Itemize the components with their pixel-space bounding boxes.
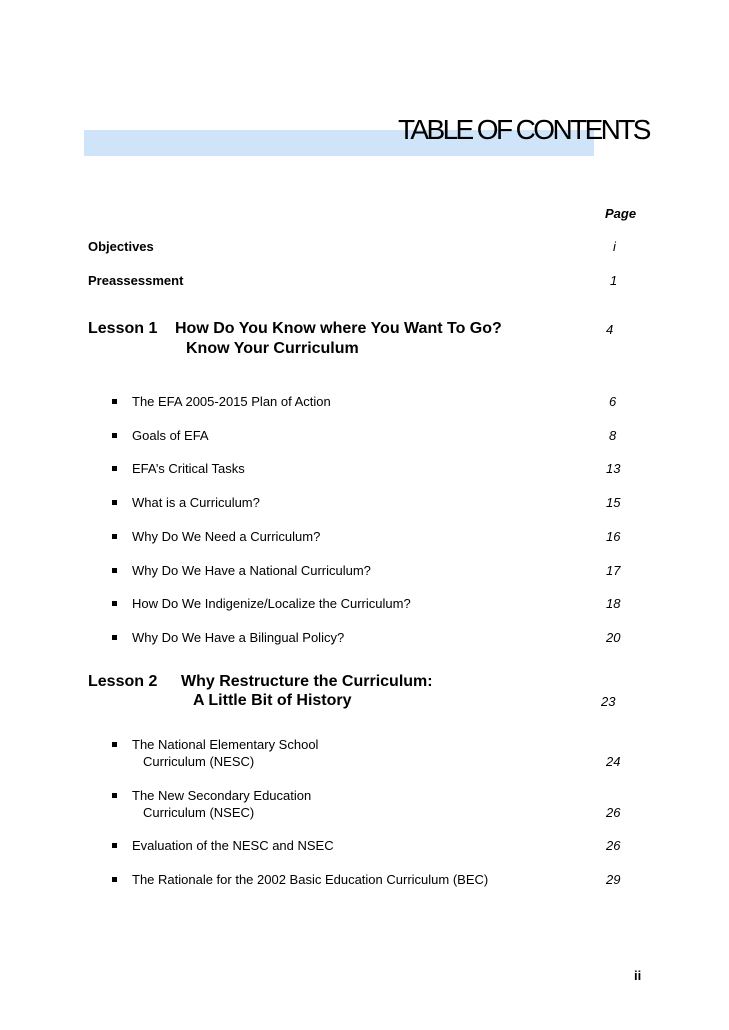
bullet-icon <box>112 433 117 438</box>
lesson2-item: The National Elementary School <box>132 737 319 752</box>
lesson1-item: How Do We Indigenize/Localize the Curriculum? <box>132 596 411 611</box>
lesson2-item-page: 26 <box>606 805 621 820</box>
lesson1-item-page: 17 <box>606 563 621 578</box>
bullet-icon <box>112 793 117 798</box>
lesson2-item: The New Secondary Education <box>132 788 312 803</box>
lesson2-item-continued: Curriculum (NSEC) <box>143 805 255 820</box>
lesson2-item-page: 29 <box>606 872 621 887</box>
bullet-icon <box>112 742 117 747</box>
lesson2-page: 23 <box>601 694 616 709</box>
lesson1-title-line1: How Do You Know where You Want To Go? <box>175 320 502 337</box>
lesson2-item-page: 24 <box>606 754 621 769</box>
lesson1-item-page: 20 <box>606 630 621 645</box>
bullet-icon <box>112 399 117 404</box>
bullet-icon <box>112 601 117 606</box>
lesson1-item-page: 18 <box>606 596 621 611</box>
lesson1-item-page: 16 <box>606 529 621 544</box>
lesson1-item: Why Do We Have a National Curriculum? <box>132 563 371 578</box>
bullet-icon <box>112 466 117 471</box>
lesson1-item: Goals of EFA <box>132 428 209 443</box>
lesson1-item-page: 8 <box>609 428 617 443</box>
bullet-icon <box>112 534 117 539</box>
lesson1-label: Lesson 1 <box>88 320 158 337</box>
lesson1-item: The EFA 2005-2015 Plan of Action <box>132 394 331 409</box>
lesson2-title-line2: A Little Bit of History <box>193 692 352 709</box>
toc-page-objectives: i <box>613 239 616 254</box>
lesson1-item: EFA’s Critical Tasks <box>132 461 245 476</box>
lesson1-item-page: 6 <box>609 394 617 409</box>
bullet-icon <box>112 635 117 640</box>
lesson1-item: Why Do We Need a Curriculum? <box>132 529 321 544</box>
lesson1-title-line2: Know Your Curriculum <box>186 340 359 357</box>
lesson1-item: Why Do We Have a Bilingual Policy? <box>132 630 345 645</box>
toc-entry-objectives: Objectives <box>88 239 154 254</box>
page-number: ii <box>634 968 642 983</box>
lesson2-title-line1: Why Restructure the Curriculum: <box>181 673 433 690</box>
bullet-icon <box>112 500 117 505</box>
toc-entry-preassessment: Preassessment <box>88 273 184 288</box>
lesson1-page: 4 <box>606 322 614 337</box>
bullet-icon <box>112 877 117 882</box>
lesson1-item-page: 13 <box>606 461 621 476</box>
lesson2-item-continued: Curriculum (NESC) <box>143 754 255 769</box>
bullet-icon <box>112 843 117 848</box>
lesson2-item-page: 26 <box>606 838 621 853</box>
lesson1-item-page: 15 <box>606 495 621 510</box>
lesson2-label: Lesson 2 <box>88 673 158 690</box>
page-column-header: Page <box>605 206 637 221</box>
page-title: TABLE OF CONTENTS <box>398 114 649 145</box>
lesson2-item: Evaluation of the NESC and NSEC <box>132 838 334 853</box>
bullet-icon <box>112 568 117 573</box>
toc-page-preassessment: 1 <box>610 273 618 288</box>
lesson2-item: The Rationale for the 2002 Basic Education Curriculum (BEC) <box>132 872 489 887</box>
lesson1-item: What is a Curriculum? <box>132 495 260 510</box>
